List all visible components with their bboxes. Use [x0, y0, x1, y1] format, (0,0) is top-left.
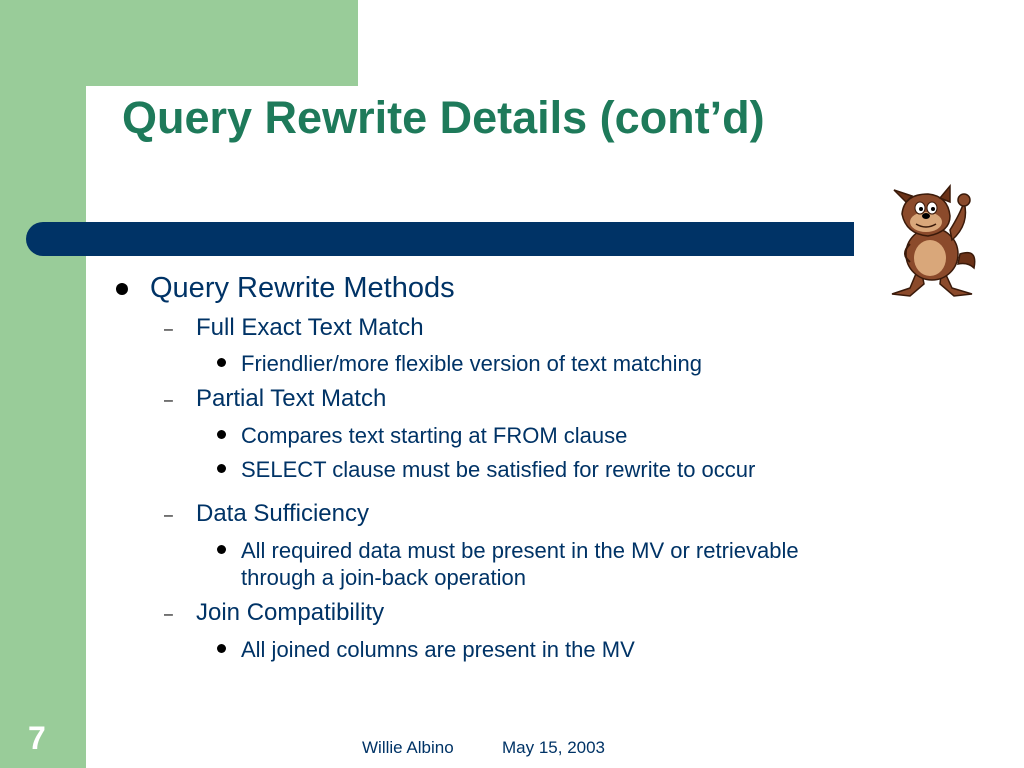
bullet-dot-icon — [116, 283, 128, 295]
title-divider-bar — [26, 222, 854, 256]
bullet-join-compatibility: Join Compatibility — [196, 599, 385, 626]
bullet-data-sufficiency: Data Sufficiency — [196, 500, 369, 527]
bullet-dot-icon — [217, 358, 226, 367]
bullet-joined-columns: All joined columns are present in the MV — [241, 637, 635, 662]
left-green-band — [0, 0, 86, 768]
bullet-full-exact-text-match: Full Exact Text Match — [196, 314, 424, 341]
bullet-dot-icon — [217, 464, 226, 473]
footer-date: May 15, 2003 — [502, 738, 606, 757]
dash-icon: – — [164, 606, 173, 623]
bullet-dot-icon — [217, 644, 226, 653]
dash-icon: – — [164, 507, 173, 524]
bullet-select-clause: SELECT clause must be satisfied for rewrite to occur — [241, 457, 756, 482]
bullet-partial-text-match: Partial Text Match — [196, 385, 387, 412]
bullet-compares-text: Compares text starting at FROM clause — [241, 423, 628, 448]
footer-author: Willie Albino — [362, 738, 454, 757]
slide-title: Query Rewrite Details (cont’d) — [122, 92, 765, 143]
bullet-all-required-data-cont: through a join-back operation — [241, 565, 526, 590]
dash-icon: – — [164, 392, 173, 409]
top-green-band — [0, 0, 358, 86]
bullet-dot-icon — [217, 430, 226, 439]
tasmanian-devil-icon — [880, 184, 980, 300]
bullet-all-required-data: All required data must be present in the MV or retrievable — [241, 538, 799, 563]
slide-number: 7 — [28, 720, 46, 756]
dash-icon: – — [164, 321, 173, 338]
bullet-query-rewrite-methods: Query Rewrite Methods — [150, 272, 455, 304]
bullet-dot-icon — [217, 545, 226, 554]
bullet-friendlier-version: Friendlier/more flexible version of text matching — [241, 351, 702, 376]
